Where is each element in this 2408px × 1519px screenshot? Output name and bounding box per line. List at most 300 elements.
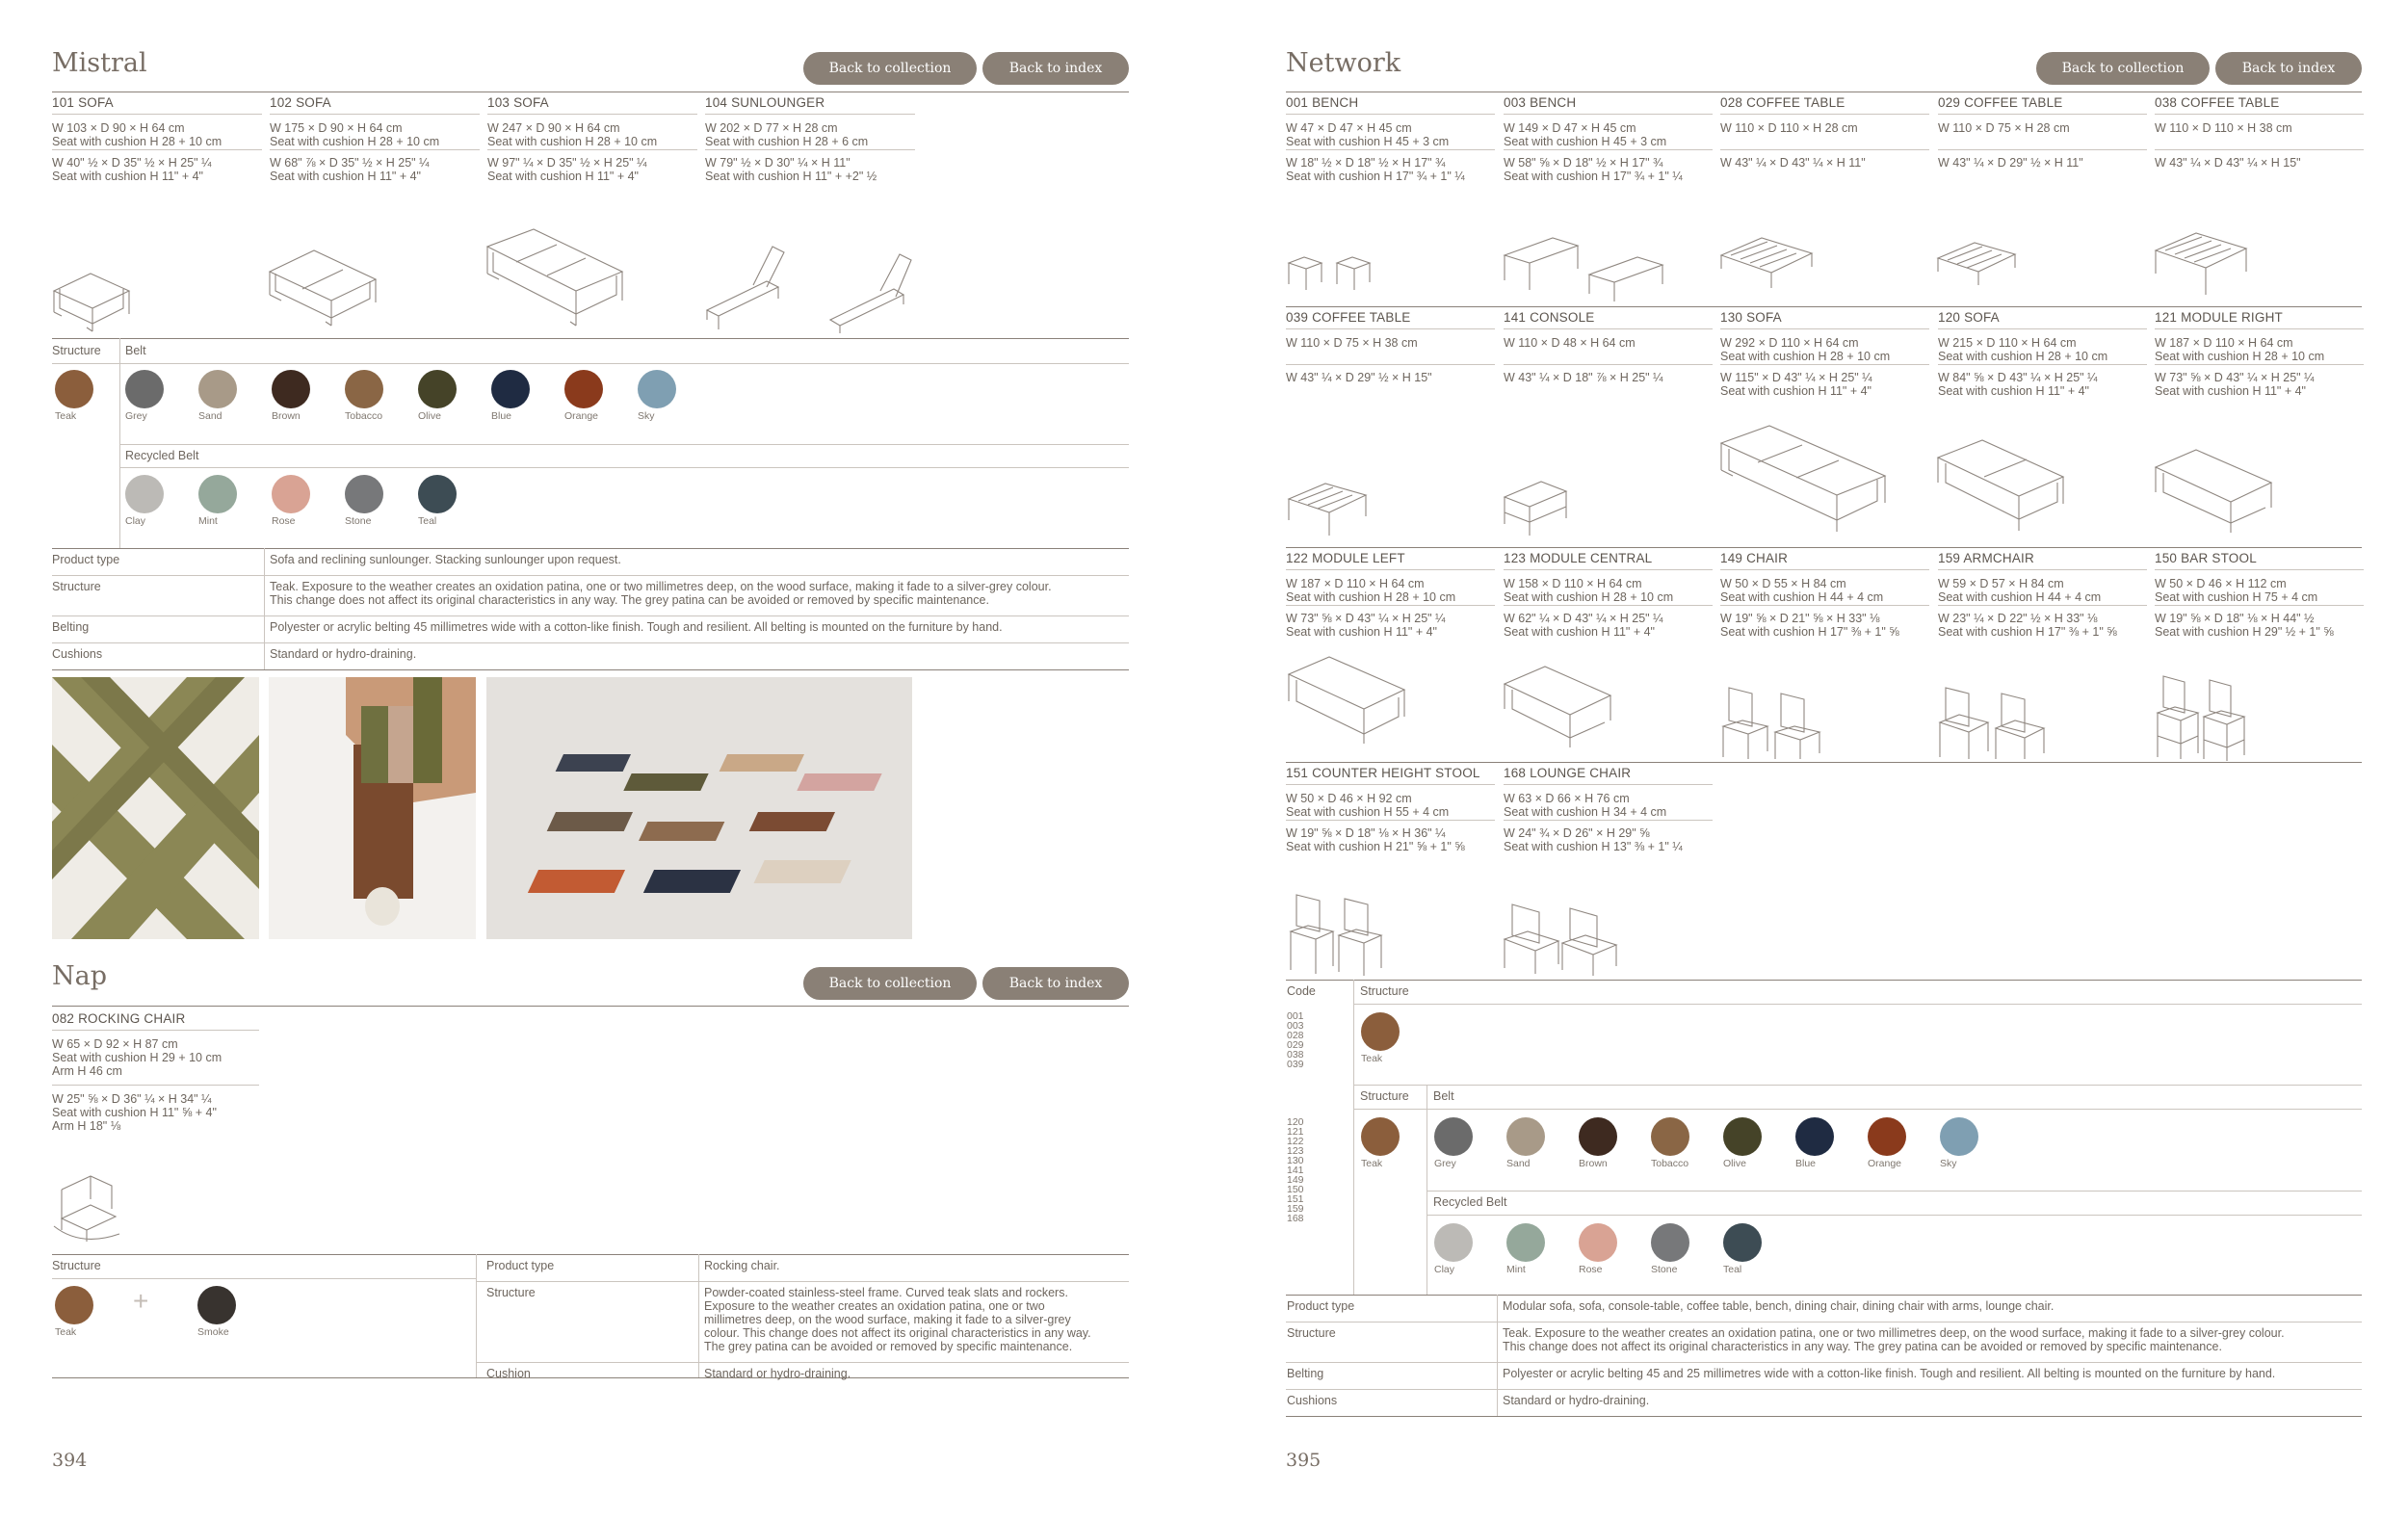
mistral-product-metric-2: Seat with cushion H 28 + 10 cm (52, 135, 222, 148)
network-product-divider (1286, 328, 1495, 329)
network-product-imperial-dims (1720, 612, 1937, 639)
network-product-metric-dims (1504, 336, 1720, 350)
nap-spec-key: Structure (486, 1286, 536, 1299)
network-product-name: 151 COUNTER HEIGHT STOOL (1286, 766, 1480, 780)
network-product-imperial-1: W 73" ⅝ × D 43" ¼ × H 25" ¼ (1286, 612, 1446, 625)
mistral-belt-swatch-sand[interactable] (198, 370, 237, 408)
nap-spec-value-line: Exposure to the weather creates an oxidation patina, one or two (704, 1299, 1045, 1313)
mistral-spec-value-line: Polyester or acrylic belting 45 millimetres wide with a cotton-like finish. Tough and resilient. All belting is mounted on the furniture by hand. (270, 620, 1003, 634)
network-product-divider (1504, 114, 1713, 115)
nap-spec-value-line: colour. This change does not affect its original characteristics in any way. (704, 1326, 1091, 1340)
network-belt-swatch-label: Sky (1940, 1158, 1957, 1169)
mistral-product-metric-2: Seat with cushion H 28 + 10 cm (270, 135, 440, 148)
network-product-name: 149 CHAIR (1720, 551, 1789, 565)
nap-imperial-dims: W 25" ⅝ × D 36" ¼ × H 34" ¼ Seat with cushion H 11" ⅝ + 4" Arm H 18" ⅛ (52, 1092, 217, 1133)
network-151-stool-drawing (1287, 891, 1393, 978)
network-belt-swatch-label: Brown (1579, 1158, 1608, 1169)
network-product-divider-2 (1286, 605, 1495, 606)
network-product-metric-1: W 50 × D 55 × H 84 cm (1720, 577, 1846, 590)
nap-swatch-label: Smoke (197, 1326, 229, 1338)
network-product-divider-2 (1938, 149, 2147, 150)
network-spec-key: Structure (1287, 1326, 1336, 1340)
network-product-name: 039 COFFEE TABLE (1286, 310, 1411, 325)
mistral-spec-value-line: Teak. Exposure to the weather creates an oxidation patina, one or two millimetres deep, on the wood surface, making it fade to a silver-grey colour. (270, 580, 1052, 593)
network-product-name: 038 COFFEE TABLE (2155, 95, 2280, 110)
network-product-imperial-2: Seat with cushion H 13" ⅜ + 1" ¼ (1504, 840, 1683, 853)
network-belt-swatch-sand[interactable] (1506, 1117, 1545, 1156)
network-product-metric-2: Seat with cushion H 75 + 4 cm (2155, 590, 2318, 604)
nap-spec-col-divider (698, 1254, 699, 1377)
network-159-armchair-drawing (1936, 684, 2052, 761)
network-120-sofa-drawing (1936, 438, 2066, 539)
network-belt-swatch-label: Blue (1795, 1158, 1817, 1169)
network-product-name: 141 CONSOLE (1504, 310, 1595, 325)
mistral-recycled-swatch-label: Teal (418, 515, 437, 527)
network-belt-swatch-tobacco[interactable] (1651, 1117, 1689, 1156)
mistral-back-to-index-button[interactable]: Back to index (982, 52, 1129, 85)
network-product-metric-dims (1286, 577, 1503, 604)
network-product-imperial-dims (1938, 371, 2155, 398)
nap-spec-value-line: Rocking chair. (704, 1259, 780, 1272)
mistral-spec-value-line: Standard or hydro-draining. (270, 647, 417, 661)
mistral-belt-swatch-label: Olive (418, 410, 441, 422)
network-product-imperial-1: W 58" ⅝ × D 18" ½ × H 17" ¾ (1504, 156, 1663, 170)
network-product-imperial-2: Seat with cushion H 17" ¾ + 1" ¼ (1504, 170, 1683, 183)
network-teak-swatch-a[interactable] (1361, 1012, 1400, 1051)
code-item: 028 (1287, 1030, 1304, 1041)
network-product-divider-2 (1504, 820, 1713, 821)
network-belt-swatch-sky[interactable] (1940, 1117, 1978, 1156)
network-recycled-swatch-label: Teal (1723, 1264, 1742, 1275)
network-product-metric-dims (1938, 121, 2155, 135)
mistral-belt-swatch-label: Tobacco (345, 410, 383, 422)
network-product-imperial-1: W 115" × D 43" ¼ × H 25" ¼ (1720, 371, 1872, 384)
code-item: 029 (1287, 1039, 1304, 1051)
nap-spec-key: Cushion (486, 1367, 531, 1380)
network-product-imperial-2: Seat with cushion H 11" + 4" (2155, 384, 2306, 398)
network-product-divider (1286, 569, 1495, 570)
plus-icon: + (133, 1286, 149, 1316)
mistral-belt-swatch-label: Blue (491, 410, 512, 422)
mistral-spec-row-divider (52, 575, 1129, 576)
network-product-metric-dims (1720, 336, 1937, 363)
mistral-104-sunlounger-drawing (705, 241, 927, 332)
network-product-metric-2: Seat with cushion H 45 + 3 cm (1286, 135, 1450, 148)
mistral-belt-swatch-olive[interactable] (418, 370, 457, 408)
network-spec-value-line: Standard or hydro-draining. (1503, 1394, 1650, 1407)
network-product-metric-dims (1286, 336, 1503, 350)
code-item: 159 (1287, 1203, 1304, 1215)
mistral-belt-swatch-blue[interactable] (491, 370, 530, 408)
nap-spec-divider (476, 1362, 1129, 1363)
mistral-product-imperial-1: W 79" ½ × D 30" ¼ × H 11" (705, 156, 851, 170)
nap-spec-value (704, 1367, 1128, 1380)
network-belt-swatch-label: Sand (1506, 1158, 1531, 1169)
network-product-imperial-1: W 23" ¼ × D 22" ½ × H 33" ⅛ (1938, 612, 2098, 625)
network-product-metric-1: W 110 × D 110 × H 38 cm (2155, 121, 2292, 135)
network-product-metric-1: W 149 × D 47 × H 45 cm (1504, 121, 1636, 135)
mistral-belt-swatch-sky[interactable] (638, 370, 676, 408)
network-product-metric-dims (1504, 121, 1720, 148)
mistral-spec-value (270, 647, 1129, 661)
network-product-imperial-dims (1504, 156, 1720, 183)
mistral-product-divider (52, 114, 262, 115)
mistral-recycled-swatch-label: Stone (345, 515, 372, 527)
code-item: 123 (1287, 1145, 1304, 1157)
network-product-metric-dims (1938, 336, 2155, 363)
network-product-imperial-2: Seat with cushion H 29" ½ + 1" ⅝ (2155, 625, 2334, 639)
network-product-metric-1: W 63 × D 66 × H 76 cm (1504, 792, 1630, 805)
network-product-imperial-1: W 19" ⅝ × D 18" ⅛ × H 36" ¼ (1286, 826, 1446, 840)
network-product-name: 028 COFFEE TABLE (1720, 95, 1845, 110)
mistral-product-divider (270, 114, 480, 115)
network-belt-swatch-brown[interactable] (1579, 1117, 1617, 1156)
mistral-spec-value (270, 553, 1129, 566)
mistral-belt-swatch-label: Grey (125, 410, 147, 422)
network-spec-key: Cushions (1287, 1394, 1338, 1407)
nap-spec-value (704, 1286, 1128, 1353)
mistral-product-imperial-1: W 97" ¼ × D 35" ½ × H 25" ¼ (487, 156, 647, 170)
network-product-divider (1720, 569, 1929, 570)
network-title: Network (1286, 48, 1401, 78)
network-recycled-swatch-rose[interactable] (1579, 1223, 1617, 1262)
nap-spec-value-line: Standard or hydro-draining. (704, 1367, 851, 1380)
network-product-metric-dims (1286, 121, 1503, 148)
network-product-imperial-1: W 73" ⅝ × D 43" ¼ × H 25" ¼ (2155, 371, 2315, 384)
network-product-metric-1: W 110 × D 75 × H 38 cm (1286, 336, 1418, 350)
mistral-102-sofa-drawing (268, 241, 379, 332)
network-belt-swatch-label: Orange (1868, 1158, 1902, 1169)
network-codes-group-a (1287, 1011, 1304, 1069)
mistral-spec-key: Belting (52, 620, 90, 634)
code-item: 168 (1287, 1213, 1304, 1224)
network-recycled-swatch-clay[interactable] (1434, 1223, 1473, 1262)
network-product-imperial-1: W 62" ¼ × D 43" ¼ × H 25" ¼ (1504, 612, 1663, 625)
network-product-divider-2 (1504, 149, 1713, 150)
network-product-imperial-1: W 43" ¼ × D 43" ¼ × H 11" (1720, 156, 1866, 170)
mistral-belt-swatch-brown[interactable] (272, 370, 310, 408)
network-product-metric-2: Seat with cushion H 55 + 4 cm (1286, 805, 1450, 819)
network-product-divider-2 (1504, 605, 1713, 606)
network-belt-swatch-label: Grey (1434, 1158, 1456, 1169)
network-belt-swatch-grey[interactable] (1434, 1117, 1473, 1156)
mistral-belt-swatch-label: Brown (272, 410, 301, 422)
mistral-103-sofa-drawing (485, 227, 625, 333)
network-product-metric-dims (1504, 577, 1720, 604)
network-spec-row-divider (1286, 1362, 2362, 1363)
mistral-recycled-swatch-teal[interactable] (418, 475, 457, 513)
mistral-belt-swatch-label: Sky (638, 410, 655, 422)
nap-back-to-index-button[interactable]: Back to index (982, 967, 1129, 1000)
network-product-metric-2: Seat with cushion H 28 + 10 cm (1286, 590, 1456, 604)
network-product-imperial-1: W 43" ¼ × D 43" ¼ × H 15" (2155, 156, 2301, 170)
network-product-metric-dims (1286, 792, 1503, 819)
mistral-structure-swatch-teak[interactable] (55, 370, 93, 408)
network-code-label: Code (1287, 984, 1316, 998)
mistral-spec-key: Cushions (52, 647, 103, 661)
mistral-belt-swatch-label: Sand (198, 410, 222, 422)
network-product-imperial-dims (2155, 371, 2371, 398)
network-product-metric-1: W 50 × D 46 × H 112 cm (2155, 577, 2287, 590)
network-168-lounge-chair-drawing (1503, 901, 1628, 978)
network-belt-label: Belt (1433, 1089, 1454, 1103)
network-recycled-swatch-label: Rose (1579, 1264, 1603, 1275)
mistral-spec-col-divider (264, 548, 265, 669)
network-belt-swatch-label: Olive (1723, 1158, 1746, 1169)
code-item: 039 (1287, 1059, 1304, 1070)
network-product-imperial-1: W 24" ¾ × D 26" × H 29" ⅝ (1504, 826, 1650, 840)
mistral-product-imperial-1: W 68" ⅞ × D 35" ½ × H 25" ¼ (270, 156, 430, 170)
network-product-divider (1720, 114, 1929, 115)
page-number-left: 394 (52, 1450, 88, 1471)
mistral-belt-swatch-grey[interactable] (125, 370, 164, 408)
network-product-metric-dims (1720, 577, 1937, 604)
nap-structure-label: Structure (52, 1259, 101, 1272)
mistral-product-divider (487, 114, 697, 115)
sunloungers-photo (486, 677, 912, 939)
network-product-imperial-dims (1286, 612, 1503, 639)
network-029-table-drawing (1936, 241, 2018, 299)
mistral-product-divider-2 (52, 149, 262, 150)
network-product-imperial-1: W 84" ⅝ × D 43" ¼ × H 25" ¼ (1938, 371, 2098, 384)
mistral-spec-key: Product type (52, 553, 120, 566)
network-product-imperial-2: Seat with cushion H 21" ⅝ + 1" ⅝ (1286, 840, 1465, 853)
mistral-product-name: 102 SOFA (270, 95, 331, 110)
network-product-metric-dims (1720, 121, 1937, 135)
mistral-spec-value (270, 580, 1129, 607)
mistral-back-to-collection-button[interactable]: Back to collection (803, 52, 977, 85)
network-028-table-drawing (1719, 236, 1816, 303)
nap-back-to-collection-button[interactable]: Back to collection (803, 967, 977, 1000)
network-spec-value-line: Teak. Exposure to the weather creates an oxidation patina, one or two millimetres deep, on the wood surface, making it fade to a silver-grey colour. (1503, 1326, 2285, 1340)
code-item: 003 (1287, 1020, 1304, 1032)
mistral-spec-value-line: Sofa and reclining sunlounger. Stacking sunlounger upon request. (270, 553, 621, 566)
network-product-metric-2: Seat with cushion H 45 + 3 cm (1504, 135, 1667, 148)
mistral-product-metric-1: W 202 × D 77 × H 28 cm (705, 121, 838, 135)
network-product-name: 121 MODULE RIGHT (2155, 310, 2283, 325)
mistral-belt-label: Belt (125, 344, 146, 357)
network-product-metric-1: W 110 × D 75 × H 28 cm (1938, 121, 2070, 135)
mistral-recycled-swatch-mint[interactable] (198, 475, 237, 513)
nap-spec-value-line: The grey patina can be avoided or removed by specific maintenance. (704, 1340, 1073, 1353)
mistral-product-imperial-2: Seat with cushion H 11" + 4" (487, 170, 639, 183)
network-structure-label: Structure (1360, 984, 1409, 998)
mistral-recycled-swatch-label: Clay (125, 515, 146, 527)
mistral-recycled-swatch-stone[interactable] (345, 475, 383, 513)
network-product-metric-dims (1504, 792, 1720, 819)
network-product-imperial-dims (2155, 612, 2371, 639)
network-product-metric-dims (2155, 121, 2371, 135)
code-item: 141 (1287, 1165, 1304, 1176)
nap-spec-divider (476, 1281, 1129, 1282)
nap-spec-key: Product type (486, 1259, 555, 1272)
network-product-divider (2155, 328, 2364, 329)
network-product-metric-1: W 47 × D 47 × H 45 cm (1286, 121, 1412, 135)
network-141-console-drawing (1503, 480, 1570, 542)
network-belt-swatch-olive[interactable] (1723, 1117, 1762, 1156)
nap-spec-value (704, 1259, 1128, 1272)
nap-title: Nap (52, 961, 108, 991)
network-teak-swatch-b[interactable] (1361, 1117, 1400, 1156)
network-product-divider-2 (2155, 364, 2364, 365)
network-product-imperial-1: W 43" ¼ × D 29" ½ × H 15" (1286, 371, 1432, 384)
network-teak-label-b: Teak (1361, 1158, 1383, 1169)
page-number-right: 395 (1286, 1450, 1322, 1471)
network-product-metric-1: W 187 × D 110 × H 64 cm (1286, 577, 1425, 590)
network-recycled-swatch-stone[interactable] (1651, 1223, 1689, 1262)
network-product-divider-2 (1286, 149, 1495, 150)
mistral-product-metric-dims (52, 121, 270, 148)
network-product-metric-2: Seat with cushion H 28 + 10 cm (1938, 350, 2108, 363)
mistral-product-imperial-dims (705, 156, 923, 183)
nap-swatch-teak[interactable] (55, 1286, 93, 1324)
network-structure-label-2: Structure (1360, 1089, 1409, 1103)
code-item: 122 (1287, 1136, 1304, 1147)
mistral-belt-swatch-tobacco[interactable] (345, 370, 383, 408)
network-039-table-drawing (1287, 482, 1369, 544)
network-product-divider (1286, 784, 1495, 785)
network-product-imperial-2: Seat with cushion H 17" ¾ + 1" ¼ (1286, 170, 1465, 183)
network-product-imperial-2: Seat with cushion H 11" + 4" (1720, 384, 1871, 398)
network-product-name: 168 LOUNGE CHAIR (1504, 766, 1632, 780)
belt-weave-photo (52, 677, 259, 939)
code-item: 149 (1287, 1174, 1304, 1186)
network-product-metric-2: Seat with cushion H 28 + 10 cm (2155, 350, 2325, 363)
mistral-recycled-swatch-clay[interactable] (125, 475, 164, 513)
mistral-product-imperial-2: Seat with cushion H 11" + 4" (52, 170, 203, 183)
teak-frame-photo (269, 677, 476, 939)
network-codes-group-b (1287, 1117, 1304, 1223)
network-recycled-swatch-label: Clay (1434, 1264, 1455, 1275)
mistral-product-divider-2 (705, 149, 915, 150)
nap-rocking-chair-drawing (52, 1170, 124, 1247)
network-product-imperial-1: W 18" ½ × D 18" ½ × H 17" ¾ (1286, 156, 1446, 170)
network-belt-swatch-blue[interactable] (1795, 1117, 1834, 1156)
network-product-divider-2 (1720, 605, 1929, 606)
mistral-title: Mistral (52, 48, 147, 78)
network-product-imperial-2: Seat with cushion H 11" + 4" (1504, 625, 1655, 639)
mistral-recycled-swatch-rose[interactable] (272, 475, 310, 513)
network-belt-swatch-orange[interactable] (1868, 1117, 1906, 1156)
network-product-metric-dims (2155, 577, 2371, 604)
network-150-bar-stool-drawing (2154, 674, 2255, 761)
nap-swatch-label: Teak (55, 1326, 77, 1338)
network-product-divider (1938, 328, 2147, 329)
code-item: 130 (1287, 1155, 1304, 1166)
network-001-bench-drawing (1287, 255, 1378, 303)
mistral-product-divider (705, 114, 915, 115)
code-item: 151 (1287, 1193, 1304, 1205)
network-product-divider-2 (1286, 364, 1495, 365)
network-recycled-swatch-label: Mint (1506, 1264, 1526, 1275)
mistral-product-metric-dims (270, 121, 487, 148)
network-spec-value (1503, 1326, 2362, 1353)
network-product-metric-2: Seat with cushion H 28 + 10 cm (1720, 350, 1891, 363)
mistral-belt-swatch-label: Orange (564, 410, 599, 422)
network-recycled-swatch-mint[interactable] (1506, 1223, 1545, 1262)
mistral-product-name: 103 SOFA (487, 95, 549, 110)
network-product-imperial-2: Seat with cushion H 17" ⅜ + 1" ⅝ (1938, 625, 2117, 639)
mistral-spec-value-line: This change does not affect its original characteristics in any way. The grey patina can be avoided or removed by specific maintenance. (270, 593, 989, 607)
network-back-to-index-button[interactable]: Back to index (2215, 52, 2362, 85)
network-product-divider (1938, 114, 2147, 115)
mistral-product-metric-dims (487, 121, 705, 148)
mistral-product-imperial-1: W 40" ½ × D 35" ½ × H 25" ¼ (52, 156, 212, 170)
network-product-imperial-dims (1286, 156, 1503, 183)
network-recycled-swatch-label: Stone (1651, 1264, 1678, 1275)
network-product-divider-2 (2155, 605, 2364, 606)
network-product-divider-2 (1938, 364, 2147, 365)
nap-swatch-smoke[interactable] (197, 1286, 236, 1324)
network-spec-value (1503, 1299, 2362, 1313)
network-spec-value-line: This change does not affect its original characteristics in any way. The grey patina can be avoided or removed by specific maintenance. (1503, 1340, 2222, 1353)
network-product-divider-2 (1720, 149, 1929, 150)
network-122-module-drawing (1287, 655, 1407, 756)
network-spec-bottom-rule (1286, 1416, 2362, 1417)
mistral-101-sofa-drawing (52, 252, 139, 334)
network-product-imperial-2: Seat with cushion H 17" ⅜ + 1" ⅝ (1720, 625, 1899, 639)
network-product-divider-2 (1720, 364, 1929, 365)
network-product-imperial-dims (1286, 826, 1503, 853)
network-product-imperial-dims (1938, 156, 2155, 170)
mistral-product-divider-2 (270, 149, 480, 150)
mistral-recycled-swatch-label: Rose (272, 515, 296, 527)
network-product-divider (2155, 114, 2364, 115)
network-spec-col-divider (1497, 1295, 1498, 1416)
mistral-spec-key: Structure (52, 580, 101, 593)
network-product-metric-1: W 187 × D 110 × H 64 cm (2155, 336, 2293, 350)
network-spec-key: Belting (1287, 1367, 1324, 1380)
mistral-spec-row-divider (52, 642, 1129, 643)
network-back-to-collection-button[interactable]: Back to collection (2036, 52, 2210, 85)
network-product-name: 159 ARMCHAIR (1938, 551, 2034, 565)
mistral-structure-label: Structure (52, 344, 101, 357)
network-spec-row-divider (1286, 1322, 2362, 1323)
network-121-module-drawing (2154, 448, 2274, 539)
network-product-divider (1504, 569, 1713, 570)
network-product-name: 130 SOFA (1720, 310, 1782, 325)
network-recycled-swatch-teal[interactable] (1723, 1223, 1762, 1262)
network-product-metric-1: W 59 × D 57 × H 84 cm (1938, 577, 2064, 590)
network-product-imperial-dims (1504, 371, 1720, 384)
network-product-metric-dims (1938, 577, 2155, 604)
network-product-divider-2 (1504, 364, 1713, 365)
mistral-product-metric-1: W 247 × D 90 × H 64 cm (487, 121, 620, 135)
mistral-product-imperial-dims (52, 156, 270, 183)
mistral-spec-bottom-rule (52, 669, 1129, 670)
network-product-divider (1286, 114, 1495, 115)
network-product-name: 122 MODULE LEFT (1286, 551, 1405, 565)
network-product-imperial-dims (1504, 612, 1720, 639)
mistral-belt-swatch-orange[interactable] (564, 370, 603, 408)
network-product-imperial-dims (1938, 612, 2155, 639)
network-product-divider-2 (1938, 605, 2147, 606)
mistral-product-imperial-2: Seat with cushion H 11" + +2" ½ (705, 170, 877, 183)
network-product-divider (1504, 784, 1713, 785)
network-product-imperial-1: W 43" ¼ × D 18" ⅞ × H 25" ¼ (1504, 371, 1663, 384)
mistral-spec-row-divider (52, 615, 1129, 616)
network-product-divider-2 (1286, 820, 1495, 821)
code-item: 001 (1287, 1010, 1304, 1022)
network-product-name: 150 BAR STOOL (2155, 551, 2257, 565)
mistral-product-metric-1: W 175 × D 90 × H 64 cm (270, 121, 403, 135)
network-product-metric-2: Seat with cushion H 44 + 4 cm (1720, 590, 1884, 604)
network-product-imperial-1: W 19" ⅝ × D 18" ⅛ × H 44" ½ (2155, 612, 2315, 625)
network-spec-value-line: Modular sofa, sofa, console-table, coffee table, bench, dining chair, dining chair with arms, lounge chair. (1503, 1299, 2055, 1313)
network-product-metric-1: W 158 × D 110 × H 64 cm (1504, 577, 1642, 590)
network-038-table-drawing (2154, 231, 2250, 303)
network-product-imperial-1: W 43" ¼ × D 29" ½ × H 11" (1938, 156, 2083, 170)
